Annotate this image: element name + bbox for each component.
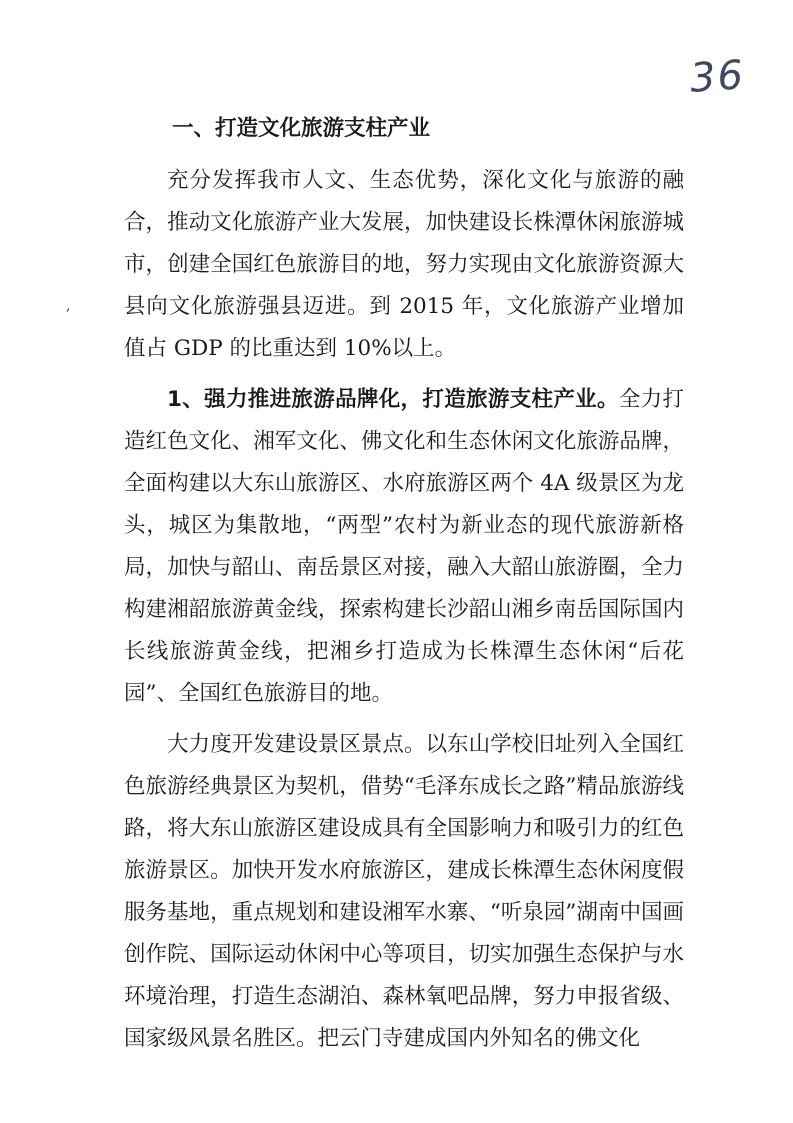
paragraph-overview: 充分发挥我市人文、生态优势，深化文化与旅游的融合，推动文化旅游产业大发展，加快建设长株潭休闲旅游城市，创建全国红色旅游目的地，努力实现由文化旅游资源大县向文化旅游强县迈进。到 2015 年，文化旅游产业增加值占 GDP 的比重达到 10%以上。 [124, 168, 684, 361]
paragraph-tourism-branding [124, 379, 684, 715]
paragraph-scenic-development: 大力度开发建设景区景点。以东山学校旧址列入全国红色旅游经典景区为契机，借势“毛泽东成长之路”精品旅游线路，将大东山旅游区建设成具有全国影响力和吸引力的红色旅游景区。加快开发水府旅游区，建成长株潭生态休闲度假服务基地，重点规划和建设湘军水寨、“听泉园”湖南中国画创作院、国际运动休闲中心等项目，切实加强生态保护与水环境治理，打造生态湖泊、森林氧吧品牌，努力申报省级、国家级风景名胜区。把云门寺建成国内外知名的佛文化 [124, 732, 684, 1051]
document-body [124, 108, 684, 1069]
handwritten-page-number: 36 [688, 52, 747, 102]
section-heading: 一、打造文化旅游支柱产业 [172, 116, 431, 141]
paragraph-lead-sentence: 1、强力推进旅游品牌化，打造旅游支柱产业。 [167, 387, 619, 412]
paragraph-body: 全力打造红色文化、湘军文化、佛文化和生态休闲文化旅游品牌，全面构建以大东山旅游区、水府旅游区两个 4A 级景区为龙头，城区为集散地，“两型”农村为新业态的现代旅游新格局，加快与韶山、南岳景区对接，融入大韶山旅游圈，全力构建湘韶旅游黄金线，探索构建长沙韶山湘乡南岳国际国内长线旅游黄金线，把湘乡打造成为长株潭生态休闲“后花园”、全国红色旅游目的地。 [124, 387, 684, 706]
margin-mark: , [66, 298, 71, 314]
